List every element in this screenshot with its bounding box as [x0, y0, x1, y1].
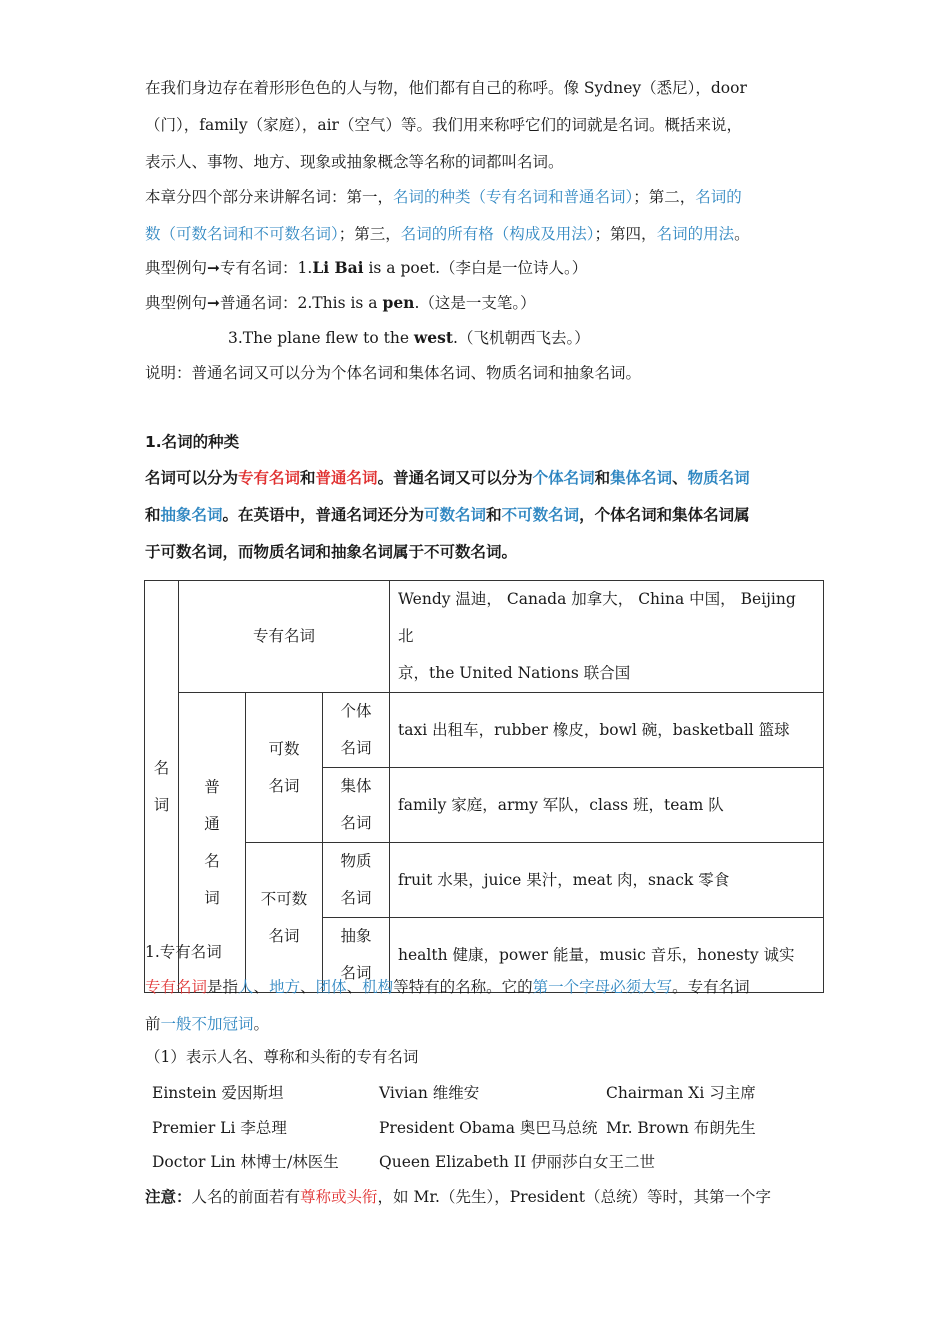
uncountable-text: 不可数: [260, 889, 308, 908]
term-no-article: 一般不加冠词: [160, 1015, 254, 1033]
text: 。普通名词又可以分为: [377, 469, 533, 487]
text: 等特有的名称。它的: [393, 978, 533, 996]
section-heading: 1.名词的种类: [145, 433, 240, 451]
section1-line-1: [145, 466, 750, 488]
name-item: Einstein 爱因斯坦: [152, 1084, 284, 1102]
example-1-label: 专有名词：1.: [220, 259, 313, 277]
outline-prefix: 本章分四个部分来讲解名词：第一，: [145, 188, 394, 206]
intro-note: 说明：普通名词又可以分为个体名词和集体名词、物质名词和抽象名词。: [145, 364, 642, 382]
example-2-label: 普通名词：2.This is a: [220, 294, 383, 312]
outline-part-2a: 名词的: [695, 188, 742, 206]
proper-def-line-1: [145, 975, 750, 997]
countable-cell: [246, 693, 323, 843]
text: 、: [300, 978, 316, 996]
name-item: Doctor Lin 林博士/林医生: [152, 1153, 339, 1171]
outline-line-2: [145, 222, 750, 244]
example-2-prefix: 典型例句: [145, 294, 208, 312]
individual-text: 名词: [340, 739, 372, 757]
note-label: 注意：: [145, 1188, 192, 1206]
intro-line-3: 表示人、事物、地方、现象或抽象概念等名称的词都叫名词。: [145, 153, 564, 171]
example-2: [145, 291, 536, 313]
arrow-icon: ➞: [207, 294, 221, 312]
text: 、: [672, 469, 688, 487]
uncountable-cell: [246, 843, 323, 993]
root-char: 词: [153, 795, 170, 814]
outline-part-1: 名词的种类（专有名词和普通名词）: [393, 188, 634, 206]
name-item: Premier Li 李总理: [152, 1119, 287, 1137]
term-title: 尊称或头衔: [300, 1188, 378, 1206]
material-text: 物质: [340, 852, 372, 870]
term-uncountable: 不可数名词: [501, 506, 580, 524]
text: 。专有名词: [672, 978, 750, 996]
text: 人名的前面若有: [191, 1188, 301, 1206]
countable-text: 可数: [268, 739, 300, 758]
material-text: 名词: [340, 889, 372, 907]
table-row: [145, 843, 824, 918]
common-char: 通: [204, 814, 220, 833]
example-3-pre: 3.The plane flew to the: [228, 329, 414, 347]
outline-line-1: [145, 185, 742, 207]
text: 、: [346, 978, 363, 996]
term: 地方: [269, 978, 301, 996]
text: ，个体名词和集体名词属: [579, 506, 750, 524]
collective-cell: [323, 768, 390, 843]
example-1: [145, 256, 587, 278]
abstract-text: 抽象: [340, 927, 372, 945]
proper-examples-cell: [390, 581, 824, 693]
outline-part-4: 名词的用法: [656, 225, 735, 243]
proper-examples-line: 京，the United Nations 联合国: [398, 664, 631, 682]
intro-line-2: （门），family（家庭），air（空气）等。我们用来称呼它们的词就是名词。概括来说，: [145, 116, 742, 134]
example-3-rest: .（飞机朝西飞去。）: [453, 329, 590, 347]
outline-sep-3: ；第三，: [338, 225, 401, 243]
text: 名词可以分为: [145, 469, 239, 487]
name-item: Mr. Brown 布朗先生: [606, 1119, 756, 1137]
section1-line-3: 于可数名词，而物质名词和抽象名词属于不可数名词。: [145, 543, 518, 561]
root-cell: [145, 581, 179, 993]
collective-examples-cell: family 家庭，army 军队，class 班，team 队: [390, 768, 824, 843]
term: 人: [238, 978, 254, 996]
outline-end: 。: [734, 225, 750, 243]
individual-cell: [323, 693, 390, 768]
text: 和: [300, 469, 316, 487]
root-char: 名: [153, 758, 170, 777]
text: 和: [486, 506, 502, 524]
proper-heading: 1.专有名词: [145, 943, 222, 961]
abstract-text: 名词: [340, 964, 372, 982]
example-1-prefix: 典型例句: [145, 259, 208, 277]
text: 是指: [207, 978, 239, 996]
proper-examples-line: Wendy 温迪， Canada 加拿大， China 中国， Beijing 北: [398, 590, 796, 645]
common-char: 词: [204, 888, 220, 907]
table-row: [145, 581, 824, 693]
arrow-icon: ➞: [207, 259, 221, 277]
example-1-bold: Li Bai: [312, 258, 364, 277]
example-2-rest: .（这是一支笔。）: [414, 294, 536, 312]
text: 和: [145, 506, 161, 524]
note-line: [145, 1185, 771, 1207]
collective-text: 名词: [340, 814, 372, 832]
outline-part-2b: 数（可数名词和不可数名词）: [145, 225, 339, 243]
example-2-bold: pen: [382, 293, 415, 312]
individual-examples-cell: taxi 出租车，rubber 橡皮，bowl 碗，basketball 篮球: [390, 693, 824, 768]
name-item: Vivian 维维安: [379, 1084, 480, 1102]
term-countable: 可数名词: [424, 506, 487, 524]
noun-classification-table: [144, 580, 824, 993]
name-item: President Obama 奥巴马总统: [379, 1119, 598, 1137]
term-individual: 个体名词: [532, 469, 595, 487]
countable-text: 名词: [268, 776, 300, 795]
proper-noun-cell: 专有名词: [179, 581, 390, 693]
example-3: [228, 326, 590, 348]
outline-part-3: 名词的所有格（构成及用法）: [400, 225, 595, 243]
abstract-examples-cell: health 健康，power 能量，music 音乐，honesty 诚实: [390, 918, 824, 993]
outline-sep-4: ；第四，: [594, 225, 657, 243]
collective-text: 集体: [340, 777, 372, 795]
common-char: 普: [204, 777, 220, 796]
text: 。在英语中，普通名词还分为: [222, 506, 425, 524]
term-capitalize: 第一个字母必须大写: [532, 978, 673, 996]
text: 前: [145, 1015, 161, 1033]
common-char: 名: [204, 851, 220, 870]
name-item: Chairman Xi 习主席: [606, 1084, 756, 1102]
text: 和: [594, 469, 611, 487]
outline-sep-2: ；第二，: [633, 188, 696, 206]
term-common: 普通名词: [315, 469, 378, 487]
text: 。: [253, 1015, 270, 1033]
term-collective: 集体名词: [610, 469, 673, 487]
individual-text: 个体: [340, 702, 372, 720]
section1-line-2: [145, 503, 750, 525]
proper-subheading: （1）表示人名、尊称和头衔的专有名词: [145, 1048, 419, 1066]
example-1-rest: is a poet.（李白是一位诗人。）: [363, 259, 588, 277]
material-examples-cell: fruit 水果，juice 果汁，meat 肉，snack 零食: [390, 843, 824, 918]
text: ，如 Mr.（先生），President（总统）等时，其第一个字: [377, 1188, 771, 1206]
name-item: Queen Elizabeth II 伊丽莎白女王二世: [379, 1153, 655, 1171]
term: 机构: [362, 978, 394, 996]
proper-def-line-2: [145, 1012, 269, 1034]
uncountable-text: 名词: [268, 926, 300, 945]
term: 团体: [315, 978, 347, 996]
term-proper: 专有名词: [145, 978, 208, 996]
example-3-bold: west: [413, 328, 454, 347]
term-material: 物质名词: [687, 469, 750, 487]
text: 、: [253, 978, 270, 996]
material-cell: [323, 843, 390, 918]
term-abstract: 抽象名词: [160, 506, 223, 524]
table-row: [145, 693, 824, 768]
intro-line-1: 在我们身边存在着形形色色的人与物，他们都有自己的称呼。像 Sydney（悉尼），door: [145, 79, 747, 97]
term-proper: 专有名词: [238, 469, 301, 487]
